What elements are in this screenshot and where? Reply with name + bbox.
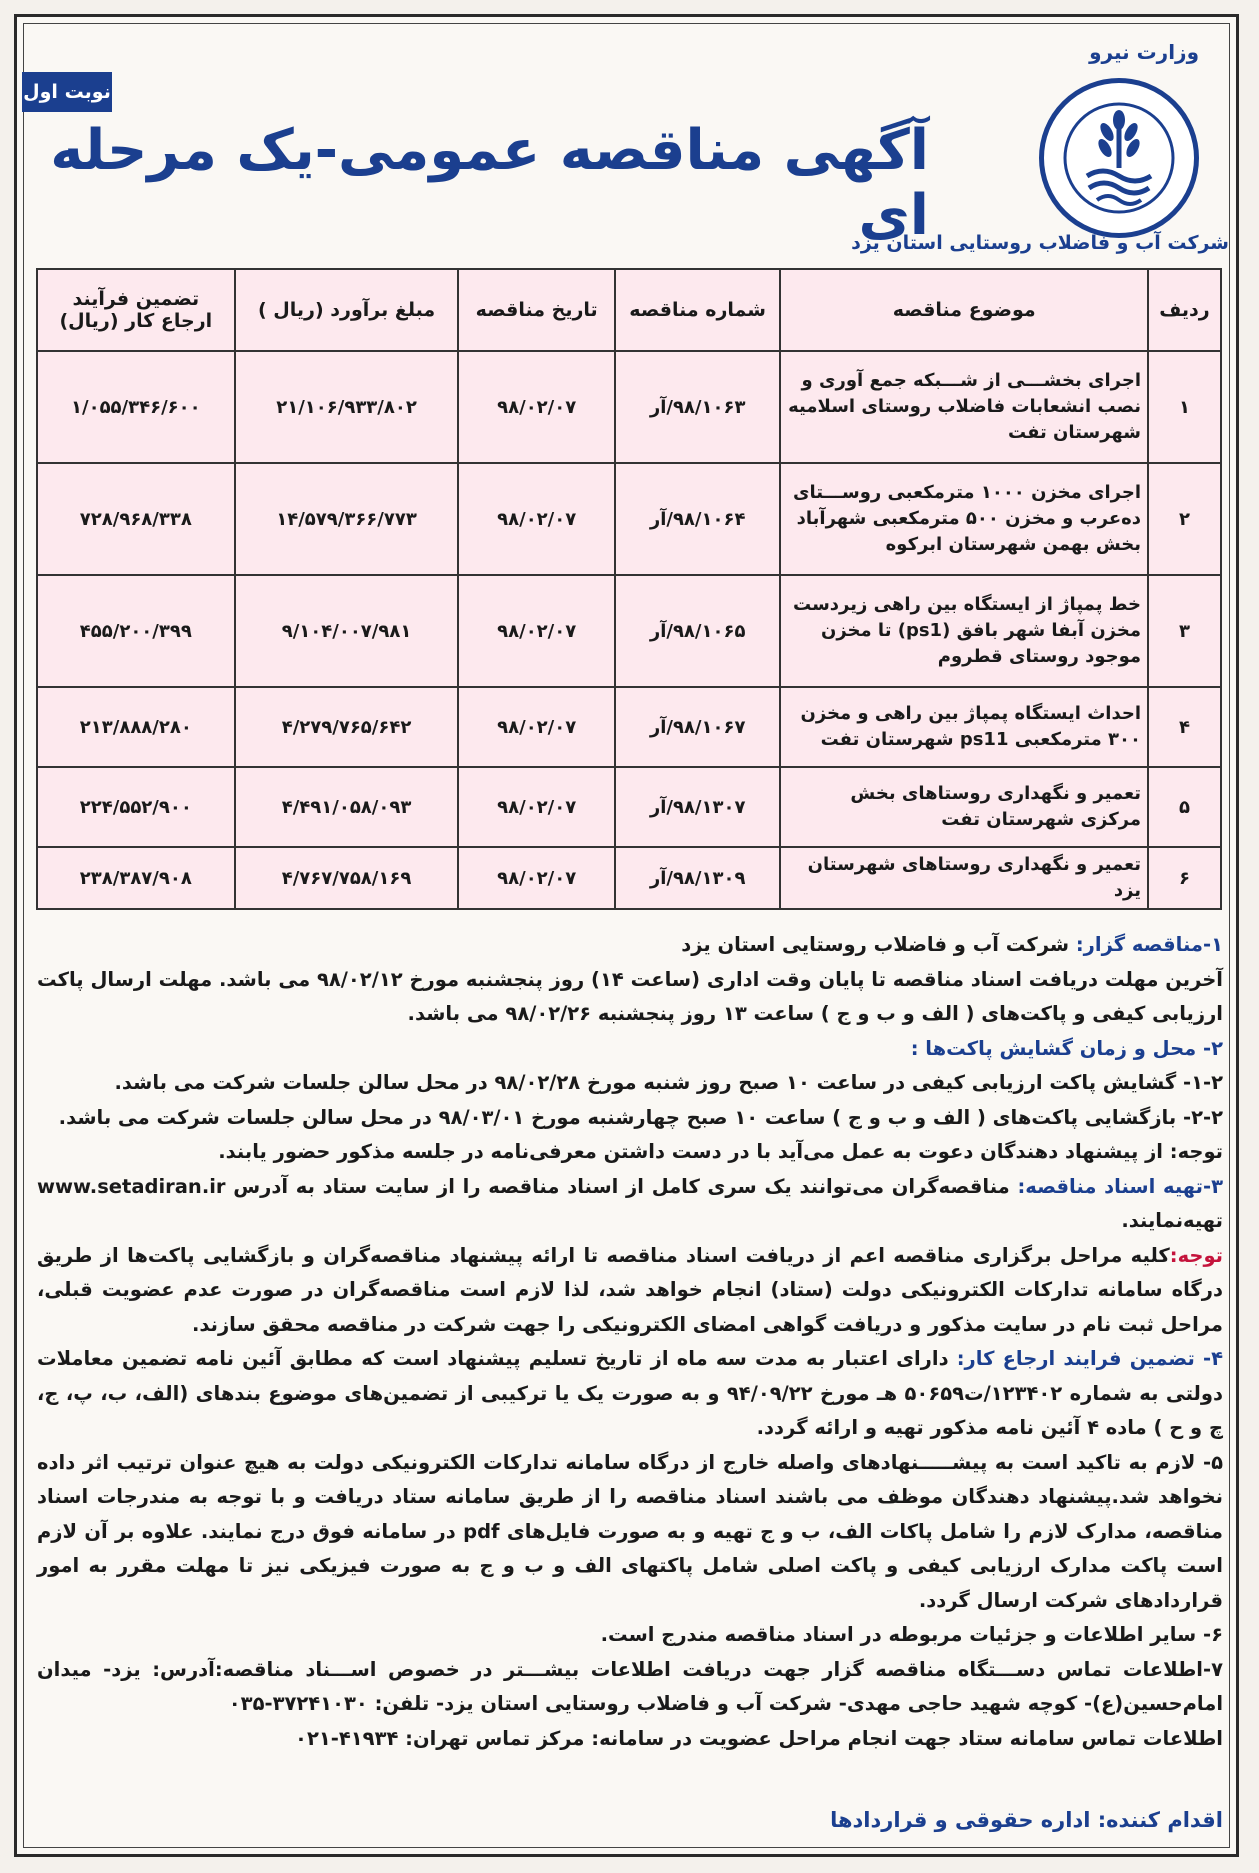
- table-row: [37, 351, 1221, 463]
- header-amount: مبلغ برآورد (ریال ): [235, 269, 459, 351]
- header-radif: ردیف: [1148, 269, 1221, 351]
- section-2-2: ۲-۲- بازگشایی پاکت‌های ( الف و ب و ج ) ساعت ۱۰ صبح چهارشنبه مورخ ۹۸/۰۳/۰۱ در محل سالن جلسات شرکت می باشد.: [58, 1105, 1223, 1129]
- company-name: شرکت آب و فاضلاب روستایی استان یزد: [851, 232, 1229, 254]
- cell-amount: ۱۴/۵۷۹/۳۶۶/۷۷۳: [235, 463, 459, 575]
- cell-amount: ۴/۲۷۹/۷۶۵/۶۴۲: [235, 687, 459, 767]
- company-logo: [1039, 78, 1199, 238]
- section-1-label: ۱-مناقصه گزار:: [1075, 933, 1223, 956]
- section-4: [37, 1342, 1223, 1446]
- ad-body: [37, 928, 1223, 1756]
- cell-date: ۹۸/۰۲/۰۷: [458, 463, 614, 575]
- cell-date: ۹۸/۰۲/۰۷: [458, 847, 614, 909]
- cell-date: ۹۸/۰۲/۰۷: [458, 767, 614, 847]
- setad-website-link[interactable]: www.setadiran.ir: [37, 1174, 226, 1198]
- cell-guarantee: ۷۲۸/۹۶۸/۳۳۸: [37, 463, 235, 575]
- section-1: [37, 928, 1223, 963]
- cell-number: ۹۸/۱۰۶۵/آر: [615, 575, 780, 687]
- footer-text: اداره حقوقی و قراردادها: [830, 1808, 1098, 1832]
- section-3-text: مناقصه‌گران می‌توانند یک سری کامل از اسناد مناقصه را از سایت ستاد به آدرس: [225, 1174, 1018, 1198]
- section-2-1: ۱-۲- گشایش پاکت ارزیابی کیفی در ساعت ۱۰ صبح روز شنبه مورخ ۹۸/۰۲/۲۸ در محل سالن جلسات شرکت می باشد.: [114, 1071, 1223, 1094]
- header-subject: موضوع مناقصه: [780, 269, 1148, 351]
- cell-guarantee: ۲۲۴/۵۵۲/۹۰۰: [37, 767, 235, 847]
- cell-number: ۹۸/۱۰۶۷/آر: [615, 687, 780, 767]
- section-2-label: ۲- محل و زمان گشایش پاکت‌ها :: [910, 1036, 1223, 1060]
- header-date: تاریخ مناقصه: [458, 269, 614, 351]
- section-6: ۶- سایر اطلاعات و جزئیات مربوطه در اسناد مناقصه مندرج است.: [600, 1623, 1223, 1646]
- cell-guarantee: ۲۳۸/۳۸۷/۹۰۸: [37, 847, 235, 909]
- header-number: شماره مناقصه: [615, 269, 780, 351]
- note-label: توجه:: [1169, 1243, 1223, 1267]
- section-3-label: ۳-تهیه اسناد مناقصه:: [1017, 1174, 1223, 1198]
- cell-subject: تعمیر و نگهداری روستاهای بخش مرکزی شهرستان تفت: [780, 767, 1148, 847]
- table-row: [37, 767, 1221, 847]
- note-paragraph: [37, 1239, 1223, 1343]
- footer-label: اقدام کننده:: [1097, 1808, 1223, 1832]
- ad-title: آگهی مناقصه عمومی-یک مرحله ای: [50, 118, 929, 248]
- table-row: [37, 463, 1221, 575]
- section-5: ۵- لازم به تاکید است به پیشـــــنهادهای واصله خارج از درگاه سامانه تدارکات الکترونیکی دولت به هیچ عنوان ترتیب اثر داده نخواهد شد.پیشنهاد دهندگان موظف می باشند اسناد مناقصه را از طریق سامانه ستاد دریافت و با توجه به مندرجات اسناد مناقصه، مدارک لازم را شامل پاکات الف، ب و ج تهیه و به صورت فایل‌های pdf در سامانه فوق درج نمایند. علاوه بر آن لازم است پاکت مدارک ارزیابی کیفی و پاکت اصلی شامل پاکتهای الف و ب و ج به صورت فیزیکی نیز تا مهلت مقرر به امور قراردادهای شرکت ارسال گردد.: [37, 1450, 1223, 1612]
- cell-radif: ۶: [1148, 847, 1221, 909]
- section-7: ۷-اطلاعات تماس دســـتگاه مناقصه گزار جهت دریافت اطلاعات بیشـــتر در خصوص اســـناد مناقصه:آدرس: یزد- میدان امام‌حسین(ع)- کوچه شهید حاجی مهدی- شرکت آب و فاضلاب روستایی استان یزد- تلفن: ۳۷۲۴۱۰۳۰-۰۳۵: [37, 1657, 1223, 1715]
- cell-amount: ۲۱/۱۰۶/۹۳۳/۸۰۲: [235, 351, 459, 463]
- round-badge: نوبت اول: [22, 72, 112, 112]
- cell-amount: ۴/۷۶۷/۷۵۸/۱۶۹: [235, 847, 459, 909]
- section-3-end: تهیه‌نمایند.: [1121, 1209, 1223, 1232]
- ministry-name: وزارت نیرو: [1089, 40, 1199, 64]
- cell-guarantee: ۱/۰۵۵/۳۴۶/۶۰۰: [37, 351, 235, 463]
- cell-guarantee: ۴۵۵/۲۰۰/۳۹۹: [37, 575, 235, 687]
- section-1-text: شرکت آب و فاضلاب روستایی استان یزد: [681, 933, 1076, 956]
- cell-radif: ۱: [1148, 351, 1221, 463]
- cell-subject: تعمیر و نگهداری روستاهای شهرستان یزد: [780, 847, 1148, 909]
- cell-date: ۹۸/۰۲/۰۷: [458, 687, 614, 767]
- cell-radif: ۴: [1148, 687, 1221, 767]
- table-row: [37, 687, 1221, 767]
- footer-issuer: [830, 1808, 1223, 1832]
- cell-number: ۹۸/۱۰۶۳/آر: [615, 351, 780, 463]
- cell-number: ۹۸/۱۳۰۹/آر: [615, 847, 780, 909]
- cell-date: ۹۸/۰۲/۰۷: [458, 351, 614, 463]
- table-row: [37, 847, 1221, 909]
- section-2-note: توجه: از پیشنهاد دهندگان دعوت به عمل می‌آید با در دست داشتن معرفی‌نامه در جلسه مذکور حضور یابند.: [218, 1140, 1223, 1163]
- section-4-text: دارای اعتبار به مدت سه ماه از تاریخ تسلیم پیشنهاد است که مطابق آئین نامه تضمین معاملات دولتی به شماره ۱۲۳۴۰۲/ت۵۰۶۵۹ هـ مورخ ۹۴/۰۹/۲۲ و به صورت یک یا ترکیبی از تضمین‌های موضوع بندهای (الف، ب، پ، ج، چ و ح ) ماده ۴ آئین نامه مذکور تهیه و ارائه گردد.: [37, 1347, 1223, 1439]
- cell-number: ۹۸/۱۰۶۴/آر: [615, 463, 780, 575]
- cell-guarantee: ۲۱۳/۸۸۸/۲۸۰: [37, 687, 235, 767]
- note-text: کلیه مراحل برگزاری مناقصه اعم از دریافت اسناد مناقصه تا ارائه پیشنهاد مناقصه‌گران و بازگشایی پاکت‌ها از طریق درگاه سامانه تدارکات الکترونیکی دولت (ستاد) انجام خواهد شد، لذا لازم است مناقصه‌گران در صورت عدم عضویت قبلی، مراحل ثبت نام در سایت مذکور و دریافت گواهی امضای الکترونیکی را جهت شرکت در مناقصه محقق سازند.: [37, 1243, 1223, 1336]
- cell-radif: ۳: [1148, 575, 1221, 687]
- header-guarantee: تضمین فرآیند ارجاع کار (ریال): [37, 269, 235, 351]
- cell-amount: ۴/۴۹۱/۰۵۸/۰۹۳: [235, 767, 459, 847]
- cell-subject: اجرای بخشـــی از شـــبکه جمع آوری و نصب انشعابات فاضلاب روستای اسلامیه شهرستان تفت: [780, 351, 1148, 463]
- table-header-row: [37, 269, 1221, 351]
- tenders-table: [36, 268, 1222, 910]
- cell-subject: اجرای مخزن ۱۰۰۰ مترمکعبی روســـتای ده‌عرب و مخزن ۵۰۰ مترمکعبی شهرآباد بخش بهمن شهرستان ابرکوه: [780, 463, 1148, 575]
- cell-date: ۹۸/۰۲/۰۷: [458, 575, 614, 687]
- cell-subject: احداث ایستگاه پمپاژ بین راهی و مخزن ۳۰۰ مترمکعبی ps11 شهرستان تفت: [780, 687, 1148, 767]
- cell-subject: خط پمپاژ از ایستگاه بین راهی زیردست مخزن آبفا شهر بافق (ps1) تا مخزن موجود روستای قطروم: [780, 575, 1148, 687]
- cell-amount: ۹/۱۰۴/۰۰۷/۹۸۱: [235, 575, 459, 687]
- section-1-deadline: آخرین مهلت دریافت اسناد مناقصه تا پایان وقت اداری (ساعت ۱۴) روز پنجشنبه مورخ ۹۸/۰۲/۱۲ می باشد. مهلت ارسال پاکت ارزیابی کیفی و پاکت‌های ( الف و ب و ج ) ساعت ۱۳ روز پنجشنبه ۹۸/۰۲/۲۶ می باشد.: [37, 967, 1223, 1025]
- cell-radif: ۲: [1148, 463, 1221, 575]
- section-3: [37, 1170, 1223, 1239]
- wheat-water-icon: [1059, 98, 1179, 218]
- section-4-label: ۴- تضمین فرایند ارجاع کار:: [956, 1347, 1223, 1370]
- table-row: [37, 575, 1221, 687]
- cell-radif: ۵: [1148, 767, 1221, 847]
- section-7-setad-contact: اطلاعات تماس سامانه ستاد جهت انجام مراحل عضویت در سامانه: مرکز تماس تهران: ۴۱۹۳۴-۰۲۱: [295, 1726, 1223, 1750]
- cell-number: ۹۸/۱۳۰۷/آر: [615, 767, 780, 847]
